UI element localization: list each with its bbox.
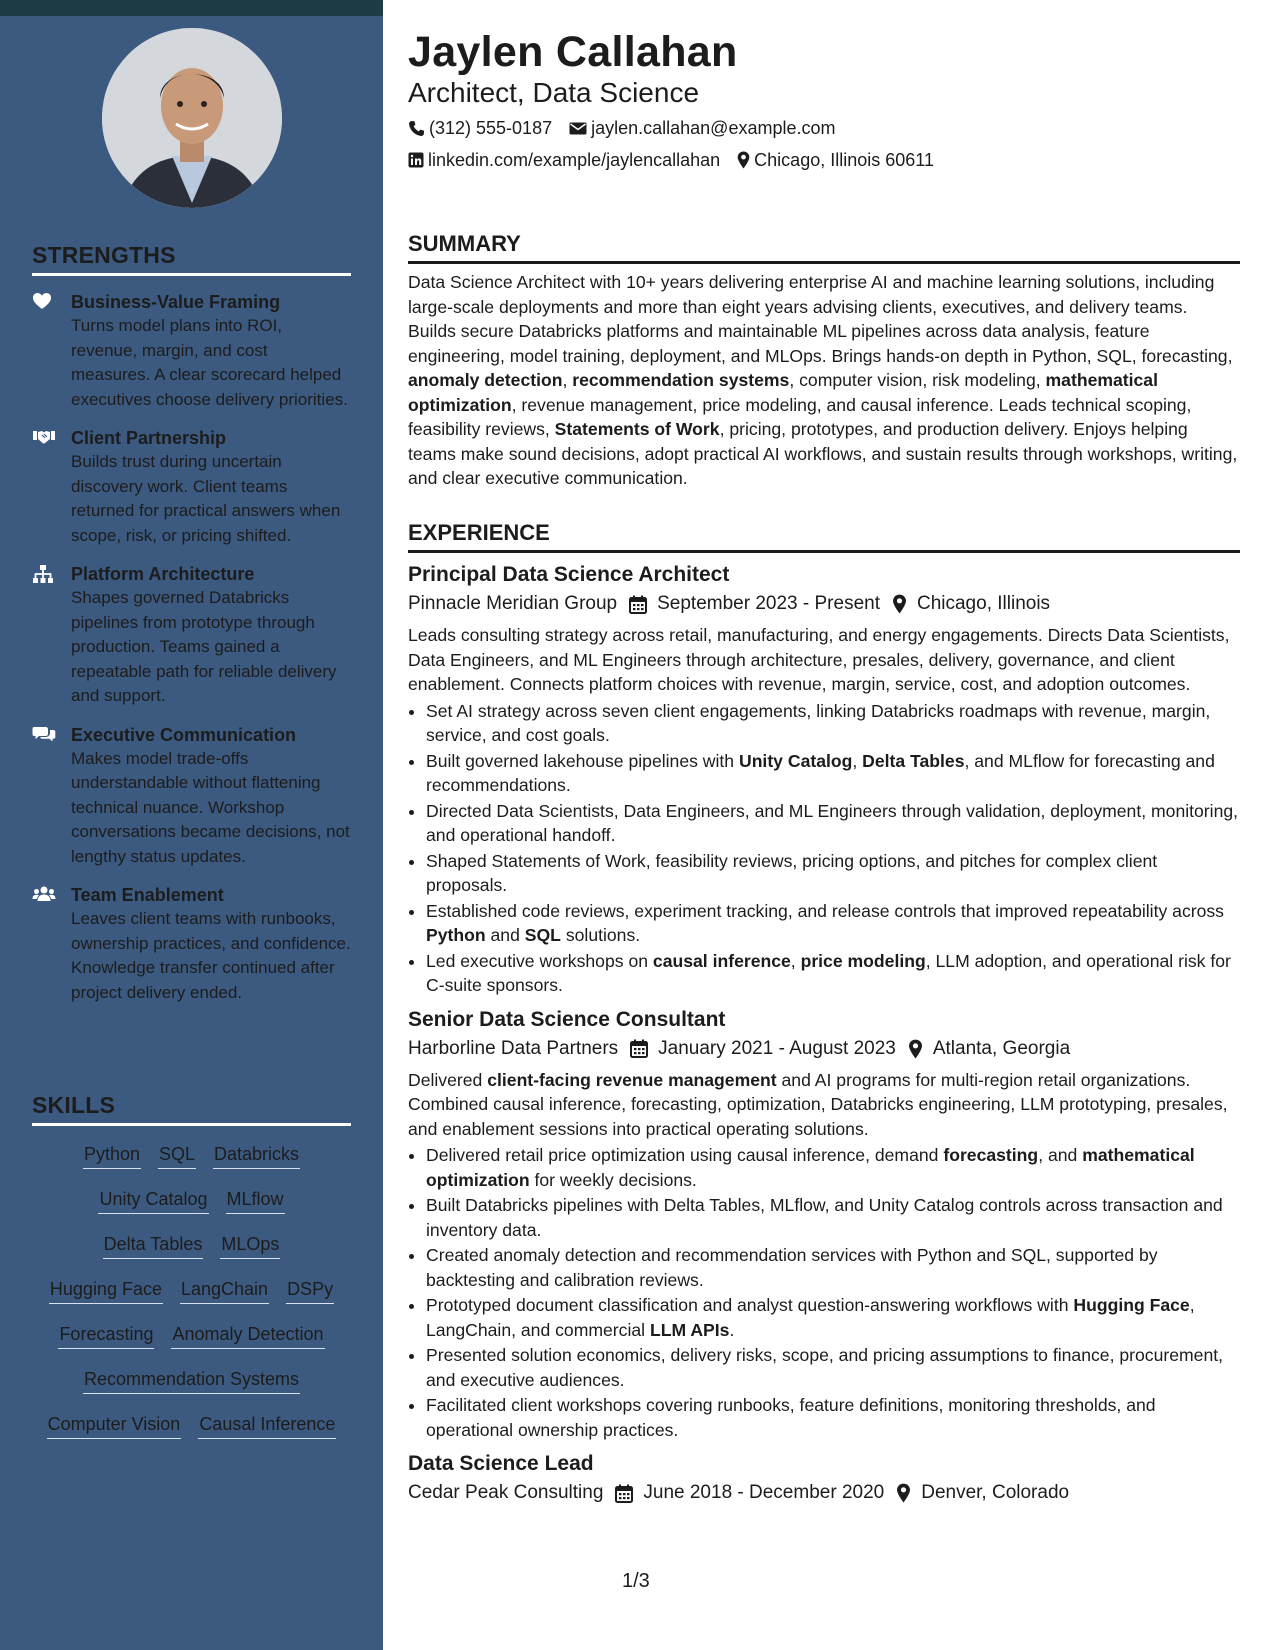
job-bullets bbox=[408, 1143, 1240, 1442]
bold-text: Delta Tables bbox=[862, 750, 965, 771]
map-pin-icon-wrap bbox=[896, 1483, 911, 1503]
sitemap-icon bbox=[32, 564, 54, 582]
text-run: , bbox=[790, 950, 801, 971]
bullet-item bbox=[426, 1393, 1240, 1442]
skill-tag: Recommendation Systems bbox=[83, 1369, 300, 1394]
skills-section bbox=[32, 1092, 351, 1449]
text-run: Set AI strategy across seven client engagements, linking Databricks roadmaps with revenue, margin, service, and cost goals. bbox=[426, 700, 1211, 745]
skill-row bbox=[32, 1134, 351, 1179]
skill-tag: Forecasting bbox=[58, 1324, 154, 1349]
bold-text: mathematical optimization bbox=[408, 370, 1158, 415]
map-pin-icon-wrap bbox=[892, 594, 907, 614]
skill-tag: Delta Tables bbox=[103, 1234, 204, 1259]
text-run: Delivered retail price optimization using causal inference, demand bbox=[426, 1145, 944, 1165]
text-run: Leads consulting strategy across retail, manufacturing, and energy engagements. Directs Data Scientists, Data Engineers, and ML Engineers through architecture, presales, delivery, governance, and client enablement. Connects platform choices with revenue, margin, service, cost, and adoption outcomes. bbox=[408, 625, 1230, 694]
job-role: Data Science Lead bbox=[408, 1452, 594, 1475]
bullet-item bbox=[426, 699, 1240, 748]
skill-row bbox=[32, 1314, 351, 1359]
text-run: Presented solution economics, delivery risks, scope, and pricing assumptions to finance, procurement, and executive audiences. bbox=[426, 1345, 1224, 1390]
skill-tag: Causal Inference bbox=[198, 1414, 336, 1439]
job-entry bbox=[408, 561, 1240, 998]
job-description bbox=[408, 1068, 1240, 1142]
strength-description: Shapes governed Databricks pipelines from prototype through production. Teams gained a repeatable path for reliable delivery and support. bbox=[71, 588, 337, 705]
strengths-section bbox=[32, 242, 351, 1005]
calendar-icon-wrap bbox=[615, 1484, 633, 1503]
phone-icon bbox=[408, 120, 425, 137]
calendar-icon bbox=[615, 1484, 633, 1503]
skill-row bbox=[32, 1179, 351, 1224]
skill-tag: Databricks bbox=[213, 1144, 300, 1169]
bold-text: causal inference bbox=[652, 950, 791, 971]
sidebar-top-band bbox=[0, 0, 383, 16]
text-run: and AI programs for multi-region retail organizations. Combined causal inference, forecasting, optimization, Databricks engineering, LLM prototyping, presales, and enablement sessions into practical operating solutions. bbox=[408, 1069, 1228, 1139]
strength-item bbox=[32, 426, 351, 548]
company-name: Harborline Data Partners bbox=[408, 1037, 619, 1059]
calendar-icon-wrap bbox=[629, 595, 647, 614]
map-pin-icon bbox=[892, 594, 907, 614]
person-title: Architect, Data Science bbox=[408, 77, 700, 108]
map-pin-icon bbox=[908, 1039, 923, 1059]
skill-tag: MLOps bbox=[220, 1234, 280, 1259]
contact-phone bbox=[408, 112, 552, 144]
bold-text: LLM APIs bbox=[649, 1319, 730, 1340]
handshake-icon bbox=[32, 428, 54, 446]
profile-photo bbox=[102, 28, 282, 208]
job-location: Chicago, Illinois bbox=[916, 593, 1051, 614]
page-number: 1/3 bbox=[622, 1570, 650, 1592]
job-description bbox=[408, 623, 1240, 697]
text-run: Built governed lakehouse pipelines with bbox=[426, 750, 739, 771]
skill-tag: Anomaly Detection bbox=[171, 1324, 324, 1349]
text-run: , LLM adoption, and operational risk for C-suite sponsors. bbox=[426, 950, 1231, 995]
text-run: Created anomaly detection and recommendation services with Python and SQL, supported by backtesting and calibration reviews. bbox=[426, 1245, 1158, 1290]
text-run: Built Databricks pipelines with Delta Tables, MLflow, and Unity Catalog controls across transaction and inventory data. bbox=[426, 1195, 1223, 1240]
calendar-icon-wrap bbox=[630, 1039, 648, 1058]
envelope-icon bbox=[569, 121, 587, 136]
text-run: , and bbox=[1038, 1145, 1083, 1165]
bold-text: Python bbox=[426, 925, 486, 945]
strengths-heading: STRENGTHS bbox=[32, 242, 351, 276]
map-pin-icon bbox=[737, 151, 750, 169]
strengths-list bbox=[32, 290, 351, 1005]
bold-text: client-facing revenue management bbox=[487, 1069, 777, 1090]
text-run: solutions. bbox=[560, 925, 641, 945]
text-run: , bbox=[852, 750, 863, 771]
job-location: Atlanta, Georgia bbox=[932, 1037, 1071, 1059]
text-run: , revenue management, price modeling, and causal inference. Leads technical scoping, feasibility reviews, bbox=[408, 394, 1192, 439]
calendar-icon bbox=[629, 595, 647, 614]
location-text: Chicago, Illinois 60611 bbox=[754, 150, 934, 170]
bullet-item bbox=[426, 1293, 1240, 1342]
text-run: and bbox=[485, 925, 525, 945]
job-dates: September 2023 - Present bbox=[657, 593, 880, 614]
text-run: , computer vision, risk modeling, bbox=[789, 370, 1046, 390]
skill-row bbox=[32, 1404, 351, 1449]
comments-icon bbox=[32, 725, 54, 743]
skills-list bbox=[32, 1134, 351, 1449]
contact-line-1 bbox=[408, 112, 1240, 144]
contact-email[interactable] bbox=[569, 112, 835, 144]
strength-description: Builds trust during uncertain discovery work. Client teams returned for practical answers when scope, risk, or pricing shifted. bbox=[71, 452, 341, 545]
job-dates: June 2018 - December 2020 bbox=[643, 1482, 885, 1503]
strength-item bbox=[32, 562, 351, 709]
strength-title: Executive Communication bbox=[71, 724, 297, 745]
experience-heading: EXPERIENCE bbox=[408, 520, 1240, 553]
job-entry bbox=[408, 1450, 1240, 1508]
strength-title: Business-Value Framing bbox=[71, 292, 281, 312]
text-run: , pricing, prototypes, and production delivery. Enjoys helping teams make sound decisions, adopt practical AI workflows, and sustain results through workshops, writing, and clear executive communication. bbox=[408, 419, 1238, 488]
bullet-item bbox=[426, 899, 1240, 948]
jobs-list bbox=[408, 561, 1240, 1508]
bullet-item bbox=[426, 1343, 1240, 1392]
skill-tag: LangChain bbox=[180, 1279, 269, 1304]
bullet-item bbox=[426, 1143, 1240, 1192]
bold-text: price modeling bbox=[800, 950, 926, 971]
skill-tag: Computer Vision bbox=[47, 1414, 182, 1439]
linkedin-icon bbox=[408, 152, 424, 168]
map-pin-icon bbox=[896, 1483, 911, 1503]
summary-section bbox=[408, 231, 1240, 491]
bold-text: Hugging Face bbox=[1073, 1295, 1190, 1315]
bold-text: recommendation systems bbox=[572, 370, 790, 390]
job-role: Principal Data Science Architect bbox=[408, 563, 730, 586]
skill-tag: Hugging Face bbox=[49, 1279, 163, 1304]
bold-text: forecasting bbox=[943, 1145, 1039, 1165]
bullet-item bbox=[426, 949, 1240, 998]
job-role: Senior Data Science Consultant bbox=[408, 1007, 726, 1031]
skills-heading: SKILLS bbox=[32, 1092, 351, 1126]
heart-icon bbox=[32, 292, 54, 310]
skill-tag: SQL bbox=[158, 1144, 196, 1169]
bullet-item bbox=[426, 1243, 1240, 1292]
users-icon bbox=[32, 885, 54, 903]
company-name: Pinnacle Meridian Group bbox=[408, 593, 618, 614]
calendar-icon bbox=[630, 1039, 648, 1058]
bold-text: Unity Catalog bbox=[738, 750, 853, 771]
text-run: Directed Data Scientists, Data Engineers, and ML Engineers through validation, deployment, monitoring, and operational handoff. bbox=[426, 800, 1239, 845]
person-name: Jaylen Callahan bbox=[408, 28, 738, 76]
job-entry bbox=[408, 1006, 1240, 1443]
contact-line-2 bbox=[408, 144, 1240, 176]
strength-title: Client Partnership bbox=[71, 428, 227, 448]
skill-tag: Unity Catalog bbox=[98, 1189, 208, 1214]
email-address[interactable]: jaylen.callahan@example.com bbox=[591, 118, 836, 138]
text-run: Delivered bbox=[408, 1069, 488, 1090]
bullet-item bbox=[426, 849, 1240, 898]
text-run: Led executive workshops on bbox=[426, 950, 653, 971]
text-run: , bbox=[562, 370, 573, 390]
job-meta bbox=[408, 589, 1240, 619]
text-run: Facilitated client workshops covering runbooks, feature definitions, monitoring thresholds, and operational ownership practices. bbox=[426, 1395, 1156, 1440]
strength-description: Makes model trade-offs understandable without flattening technical nuance. Workshop conversations became decisions, not lengthy status updates. bbox=[71, 748, 350, 866]
text-run: . bbox=[729, 1319, 735, 1340]
text-run: , and MLflow for forecasting and recommendations. bbox=[426, 750, 1215, 795]
summary-text bbox=[408, 270, 1240, 491]
skill-tag: DSPy bbox=[286, 1279, 334, 1304]
job-meta bbox=[408, 1478, 1240, 1508]
bold-text: anomaly detection bbox=[408, 370, 563, 390]
skill-row bbox=[32, 1224, 351, 1269]
bold-text: Statements of Work bbox=[554, 419, 720, 439]
strength-item bbox=[32, 883, 351, 1005]
job-bullets bbox=[408, 699, 1240, 998]
text-run: for weekly decisions. bbox=[529, 1169, 697, 1190]
job-meta bbox=[408, 1034, 1240, 1064]
strength-description: Leaves client teams with runbooks, ownership practices, and confidence. Knowledge transfer continued after project delivery ended. bbox=[71, 909, 351, 1002]
text-run: Shaped Statements of Work, feasibility reviews, pricing options, and pitches for complex client proposals. bbox=[426, 850, 1158, 895]
phone-number: (312) 555-0187 bbox=[429, 118, 553, 138]
strength-item bbox=[32, 723, 351, 870]
skill-row bbox=[32, 1359, 351, 1404]
text-run: Data Science Architect with 10+ years delivering enterprise AI and machine learning solutions, including large-scale deployments and more than eight years advising clients, executives, and delivery teams. Builds secure Databricks platforms and maintainable ML pipelines across data analysis, feature engineering, model training, deployment, and MLOps. Brings hands-on depth in Python, SQL, forecasting, bbox=[408, 272, 1233, 366]
text-run: Prototyped document classification and analyst question-answering workflows with bbox=[426, 1295, 1074, 1315]
text-run: Established code reviews, experiment tracking, and release controls that improved repeatability across bbox=[426, 900, 1224, 921]
contact-location bbox=[737, 144, 934, 176]
skill-row bbox=[32, 1269, 351, 1314]
bold-text: SQL bbox=[524, 925, 561, 945]
strength-description: Turns model plans into ROI, revenue, margin, and cost measures. A clear scorecard helped executives choose delivery priorities. bbox=[71, 316, 348, 409]
skill-tag: MLflow bbox=[226, 1189, 285, 1214]
bullet-item bbox=[426, 749, 1240, 798]
map-pin-icon-wrap bbox=[908, 1039, 923, 1059]
skill-tag: Python bbox=[83, 1144, 141, 1169]
strength-title: Platform Architecture bbox=[71, 564, 255, 584]
strength-item bbox=[32, 290, 351, 412]
job-dates: January 2021 - August 2023 bbox=[658, 1037, 896, 1059]
contact-linkedin[interactable] bbox=[408, 144, 720, 176]
bullet-item bbox=[426, 1193, 1240, 1242]
bullet-item bbox=[426, 799, 1240, 848]
resume-header bbox=[408, 18, 1240, 176]
company-name: Cedar Peak Consulting bbox=[408, 1482, 604, 1503]
job-location: Denver, Colorado bbox=[921, 1482, 1070, 1503]
strength-title: Team Enablement bbox=[71, 885, 224, 905]
bold-text: mathematical optimization bbox=[426, 1145, 1195, 1190]
summary-heading: SUMMARY bbox=[408, 231, 1240, 264]
linkedin-url[interactable]: linkedin.com/example/jaylencallahan bbox=[428, 150, 721, 170]
text-run: , LangChain, and commercial bbox=[426, 1295, 1195, 1340]
experience-section bbox=[408, 520, 1240, 1508]
